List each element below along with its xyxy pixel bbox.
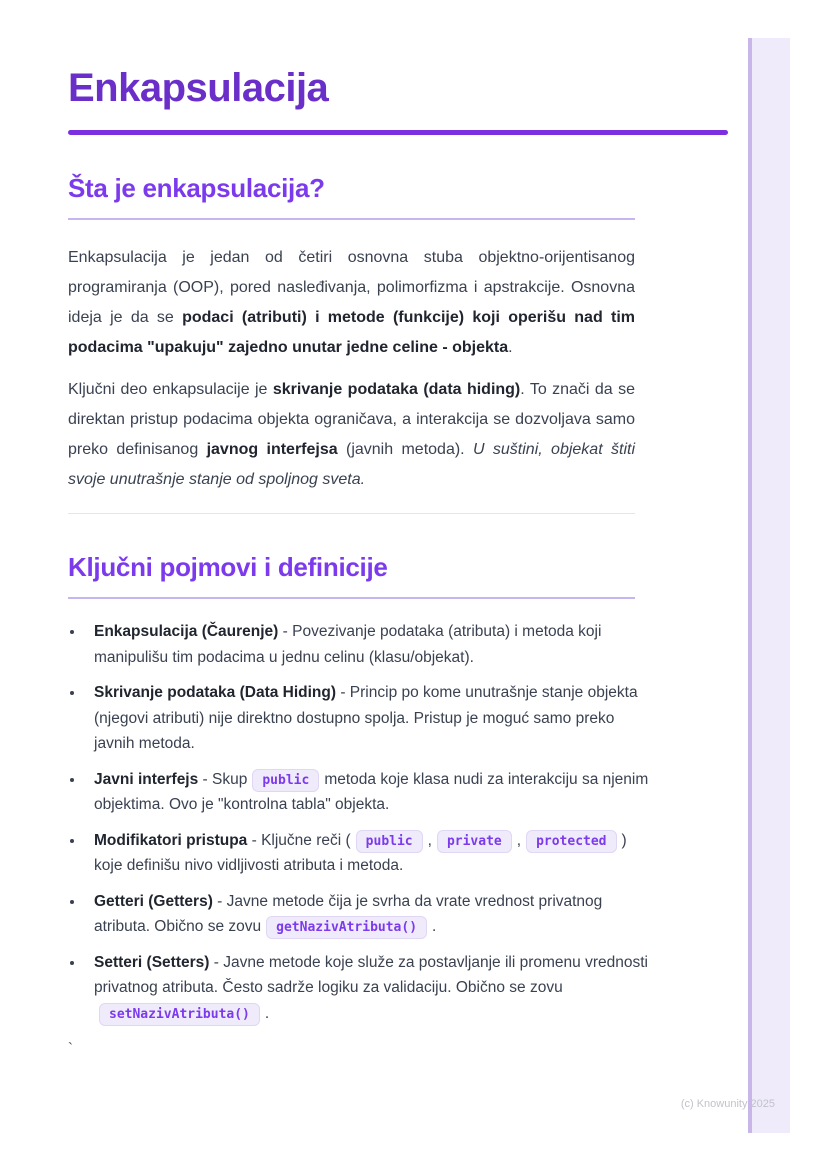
section-key-terms (68, 550, 728, 1026)
list-item-access-modifiers (85, 828, 652, 879)
section-heading: Šta je enkapsulacija? (68, 173, 325, 203)
text-segment: ) koje definišu nivo vidljivosti atributa i metoda. (94, 831, 627, 874)
note-content (68, 0, 728, 1057)
text-segment: Setteri (Setters) (94, 953, 210, 971)
list-item-encapsulation (85, 619, 652, 670)
title-divider-rule (68, 130, 728, 135)
section-heading: Ključni pojmovi i definicije (68, 552, 388, 582)
paragraph (68, 375, 635, 495)
text-segment: Javni interfejs (94, 770, 199, 788)
text-segment: . (432, 918, 437, 935)
page-title: Enkapsulacija (68, 66, 329, 110)
text-segment: - Princip po kome unutrašnje stanje objekta (njegovi atributi) nije direktno dostupno spolja. Pristup je moguć samo preko javnih metoda. (94, 684, 638, 752)
text-segment: skrivanje podataka (data hiding) (272, 381, 521, 398)
heading-underline-rule (68, 218, 635, 220)
text-segment: . (508, 339, 513, 356)
definitions-list (68, 619, 652, 1026)
text-segment: Getteri (Getters) (94, 892, 213, 910)
text-segment: Ključni deo enkapsulacije je (68, 381, 273, 398)
page-binding-stripe (748, 38, 790, 1133)
footer-copyright: (c) Knowunity 2025 (680, 1098, 775, 1110)
list-item-setters (85, 950, 652, 1027)
text-segment: (javnih metoda). (337, 441, 473, 458)
text-segment: Enkapsulacija (Čaurenje) (94, 623, 279, 640)
inline-code-chip: getNazivAtributa() (266, 916, 427, 939)
text-segment: Skrivanje podataka (Data Hiding) (94, 684, 337, 701)
section-divider (68, 513, 635, 514)
text-segment: , (516, 831, 522, 849)
text-segment: U suštini, objekat štiti svoje unutrašnje stanje od spoljnog sveta. (68, 441, 635, 488)
stray-backtick: ` (68, 1040, 73, 1057)
inline-code-chip: private (437, 830, 512, 853)
list-item-getters (85, 889, 652, 940)
inline-code-chip: public (356, 830, 423, 853)
text-segment: - Javne metode koje služe za postavljanje ili promenu vrednosti privatnog atributa. Često sadrže logiku za validaciju. Obično se zovu (94, 953, 648, 996)
text-segment: - Javne metode čija je svrha da vrate vrednost privatnog atributa. Obično se zovu (94, 892, 603, 935)
inline-code-chip: setNazivAtributa() (99, 1003, 260, 1026)
heading-underline-rule (68, 597, 635, 599)
list-item-data-hiding (85, 680, 652, 757)
text-segment: Enkapsulacija je jedan od četiri osnovna stuba objektno-orijentisanog programiranja (OOP), pored nasleđivanja, polimorfizma i apstrakcije. Osnovna ideja je da se (68, 249, 635, 326)
text-segment: podaci (atributi) i metode (funkcije) koji operišu nad tim podacima "upakuju" zajedno unutar jedne celine - objekta (68, 309, 636, 356)
paragraph (68, 243, 635, 363)
text-segment: - Ključne reči ( (247, 831, 351, 849)
text-segment: javnog interfejsa (206, 441, 338, 458)
text-segment: - Povezivanje podataka (atributa) i metoda koji manipulišu tim podacima u jednu celinu (klasu/objekat). (94, 623, 602, 666)
text-segment: . To znači da se direktan pristup podacima objekta ograničava, a interakcija se dozvoljava samo preko definisanog (68, 381, 636, 458)
inline-code-chip: protected (526, 830, 616, 853)
text-segment: . (264, 1004, 270, 1022)
section-what-is-encapsulation (68, 171, 728, 495)
text-segment: , (427, 831, 432, 849)
list-item-public-interface (85, 767, 652, 818)
text-segment: metoda koje klasa nudi za interakciju sa njenim objektima. Ovo je "kontrolna tabla" objekta. (94, 770, 649, 813)
text-segment: - Skup (198, 770, 248, 788)
text-segment: Modifikatori pristupa (94, 831, 248, 849)
inline-code-chip: public (252, 769, 319, 792)
